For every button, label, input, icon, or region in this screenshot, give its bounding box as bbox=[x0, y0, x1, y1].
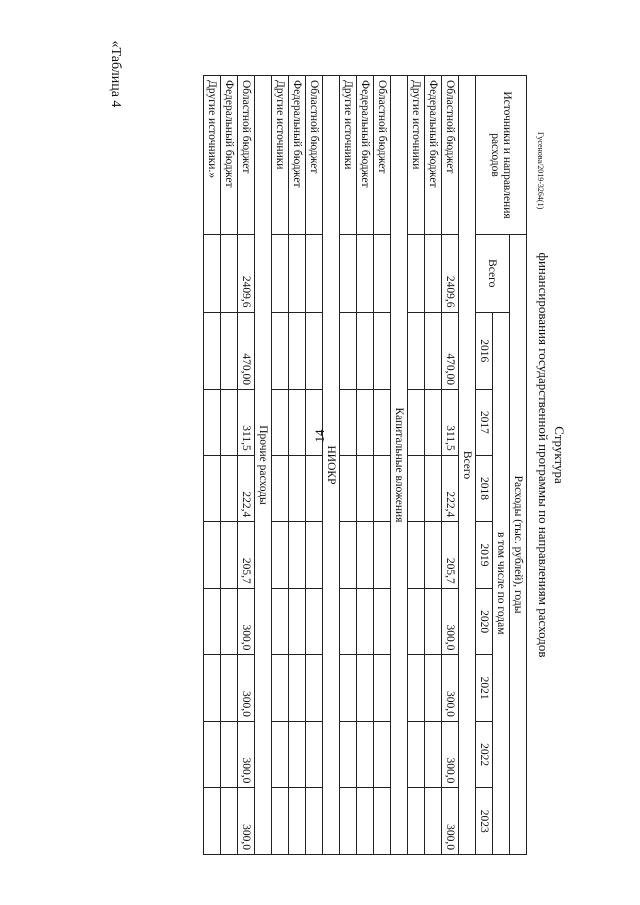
year-value bbox=[289, 788, 306, 855]
year-value bbox=[374, 455, 391, 522]
year-value bbox=[272, 390, 289, 456]
year-value bbox=[204, 588, 221, 655]
year-value bbox=[272, 655, 289, 722]
row-total bbox=[340, 235, 357, 313]
year-value bbox=[425, 455, 442, 522]
year-value bbox=[408, 588, 425, 655]
year-value bbox=[306, 390, 323, 456]
section-title: Всего bbox=[459, 76, 476, 855]
year-value bbox=[204, 721, 221, 788]
year-value bbox=[408, 522, 425, 589]
row-total bbox=[408, 235, 425, 313]
year-value bbox=[306, 312, 323, 390]
year-value bbox=[221, 390, 238, 456]
table-row bbox=[204, 76, 221, 855]
year-value bbox=[272, 788, 289, 855]
year-value: 205,7 bbox=[238, 522, 255, 589]
year-value bbox=[357, 721, 374, 788]
year-value bbox=[306, 455, 323, 522]
page-number: 14 bbox=[312, 429, 327, 443]
row-total bbox=[289, 235, 306, 313]
year-value bbox=[340, 312, 357, 390]
year-value bbox=[204, 788, 221, 855]
table-row bbox=[340, 76, 357, 855]
row-total bbox=[306, 235, 323, 313]
title-line-2: финансирования государственной программы по направлениям расходов bbox=[536, 252, 551, 658]
year-value bbox=[425, 588, 442, 655]
financing-table bbox=[203, 75, 527, 855]
document-code: Гусенова/2019-3264(1) bbox=[536, 132, 545, 210]
row-total bbox=[374, 235, 391, 313]
table-row bbox=[425, 76, 442, 855]
year-value bbox=[425, 312, 442, 390]
year-value bbox=[425, 390, 442, 456]
year-value bbox=[221, 655, 238, 722]
year-value bbox=[374, 522, 391, 589]
year-value bbox=[289, 455, 306, 522]
header-year: 2022 bbox=[476, 721, 493, 788]
section-row bbox=[323, 76, 340, 855]
year-value bbox=[374, 788, 391, 855]
year-value: 300,0 bbox=[442, 588, 459, 655]
header-year: 2020 bbox=[476, 588, 493, 655]
year-value bbox=[306, 655, 323, 722]
section-row bbox=[255, 76, 272, 855]
year-value bbox=[204, 522, 221, 589]
year-value bbox=[408, 312, 425, 390]
year-value bbox=[289, 655, 306, 722]
row-label: Федеральный бюджет bbox=[357, 76, 374, 235]
year-value bbox=[357, 312, 374, 390]
header-year: 2023 bbox=[476, 788, 493, 855]
row-total bbox=[425, 235, 442, 313]
year-value bbox=[204, 655, 221, 722]
year-value: 300,0 bbox=[442, 788, 459, 855]
year-value bbox=[221, 312, 238, 390]
row-label: Областной бюджет bbox=[306, 76, 323, 235]
year-value bbox=[340, 455, 357, 522]
row-total: 2409,6 bbox=[442, 235, 459, 313]
year-value: 300,0 bbox=[238, 721, 255, 788]
table-row bbox=[408, 76, 425, 855]
header-year: 2021 bbox=[476, 655, 493, 722]
row-label: Федеральный бюджет bbox=[289, 76, 306, 235]
row-label: Другие источники bbox=[340, 76, 357, 235]
year-value: 300,0 bbox=[442, 655, 459, 722]
year-value: 311,5 bbox=[238, 390, 255, 456]
year-value bbox=[340, 655, 357, 722]
row-label: Другие источники bbox=[408, 76, 425, 235]
table-row bbox=[442, 76, 459, 855]
table-row bbox=[289, 76, 306, 855]
year-value: 222,4 bbox=[442, 455, 459, 522]
year-value bbox=[340, 522, 357, 589]
header-year: 2019 bbox=[476, 522, 493, 589]
year-value bbox=[272, 522, 289, 589]
year-value bbox=[204, 455, 221, 522]
section-title: Капитальные вложения bbox=[391, 76, 408, 855]
year-value bbox=[425, 522, 442, 589]
year-value bbox=[306, 522, 323, 589]
year-value: 300,0 bbox=[238, 788, 255, 855]
year-value bbox=[357, 788, 374, 855]
year-value bbox=[289, 588, 306, 655]
year-value bbox=[221, 522, 238, 589]
year-value bbox=[374, 721, 391, 788]
table-row bbox=[221, 76, 238, 855]
year-value: 300,0 bbox=[442, 721, 459, 788]
year-value bbox=[221, 721, 238, 788]
year-value bbox=[408, 788, 425, 855]
year-value bbox=[357, 655, 374, 722]
year-value bbox=[357, 588, 374, 655]
section-title: Прочие расходы bbox=[255, 76, 272, 855]
year-value: 205,7 bbox=[442, 522, 459, 589]
year-value bbox=[272, 721, 289, 788]
year-value bbox=[272, 312, 289, 390]
row-total: 2409,6 bbox=[238, 235, 255, 313]
row-label: Федеральный бюджет bbox=[221, 76, 238, 235]
row-label: Федеральный бюджет bbox=[425, 76, 442, 235]
year-value bbox=[357, 455, 374, 522]
table-row bbox=[306, 76, 323, 855]
year-value bbox=[408, 455, 425, 522]
header-year: 2016 bbox=[476, 312, 493, 390]
year-value: 470,00 bbox=[238, 312, 255, 390]
year-value bbox=[425, 788, 442, 855]
year-value bbox=[374, 655, 391, 722]
year-value bbox=[306, 588, 323, 655]
year-value bbox=[408, 721, 425, 788]
row-total bbox=[357, 235, 374, 313]
year-value bbox=[306, 721, 323, 788]
year-value bbox=[357, 390, 374, 456]
year-value bbox=[340, 390, 357, 456]
section-title: НИОКР bbox=[323, 76, 340, 855]
year-value bbox=[289, 721, 306, 788]
year-value bbox=[374, 390, 391, 456]
row-label: Областной бюджет bbox=[374, 76, 391, 235]
year-value bbox=[408, 390, 425, 456]
year-value: 300,0 bbox=[238, 588, 255, 655]
year-value bbox=[408, 655, 425, 722]
year-value bbox=[289, 312, 306, 390]
year-value bbox=[374, 312, 391, 390]
header-sources: Источники и направления расходов bbox=[476, 76, 527, 235]
table-row bbox=[357, 76, 374, 855]
year-value bbox=[425, 721, 442, 788]
row-label: Областной бюджет bbox=[238, 76, 255, 235]
year-value: 470,00 bbox=[442, 312, 459, 390]
rotated-content bbox=[165, 35, 575, 875]
row-label: Другие источники.» bbox=[204, 76, 221, 235]
year-value bbox=[289, 390, 306, 456]
table-label: «Таблица 4 bbox=[108, 40, 123, 108]
year-value bbox=[204, 312, 221, 390]
year-value bbox=[204, 390, 221, 456]
section-row bbox=[391, 76, 408, 855]
title-line-1: Структура bbox=[552, 426, 567, 484]
row-total bbox=[221, 235, 238, 313]
header-year: 2017 bbox=[476, 390, 493, 456]
year-value: 222,4 bbox=[238, 455, 255, 522]
header-by-years: в том числе по годам bbox=[493, 312, 510, 855]
year-value bbox=[425, 655, 442, 722]
header-year: 2018 bbox=[476, 455, 493, 522]
table-body bbox=[204, 76, 476, 855]
year-value bbox=[272, 588, 289, 655]
year-value bbox=[357, 522, 374, 589]
row-label: Областной бюджет bbox=[442, 76, 459, 235]
row-label: Другие источники bbox=[272, 76, 289, 235]
year-value bbox=[221, 588, 238, 655]
table-title bbox=[535, 35, 567, 875]
year-value bbox=[340, 788, 357, 855]
year-value bbox=[221, 455, 238, 522]
year-value: 311,5 bbox=[442, 390, 459, 456]
year-value: 300,0 bbox=[238, 655, 255, 722]
year-value bbox=[306, 788, 323, 855]
table-row bbox=[374, 76, 391, 855]
header-costs: Расходы (тыс. рублей), годы bbox=[510, 235, 527, 855]
year-value bbox=[340, 721, 357, 788]
year-value bbox=[221, 788, 238, 855]
table-row bbox=[238, 76, 255, 855]
year-value bbox=[340, 588, 357, 655]
year-value bbox=[272, 455, 289, 522]
table-row bbox=[272, 76, 289, 855]
row-total bbox=[204, 235, 221, 313]
row-total bbox=[272, 235, 289, 313]
year-value bbox=[374, 588, 391, 655]
section-row bbox=[459, 76, 476, 855]
header-total: Всего bbox=[476, 235, 510, 313]
year-value bbox=[289, 522, 306, 589]
